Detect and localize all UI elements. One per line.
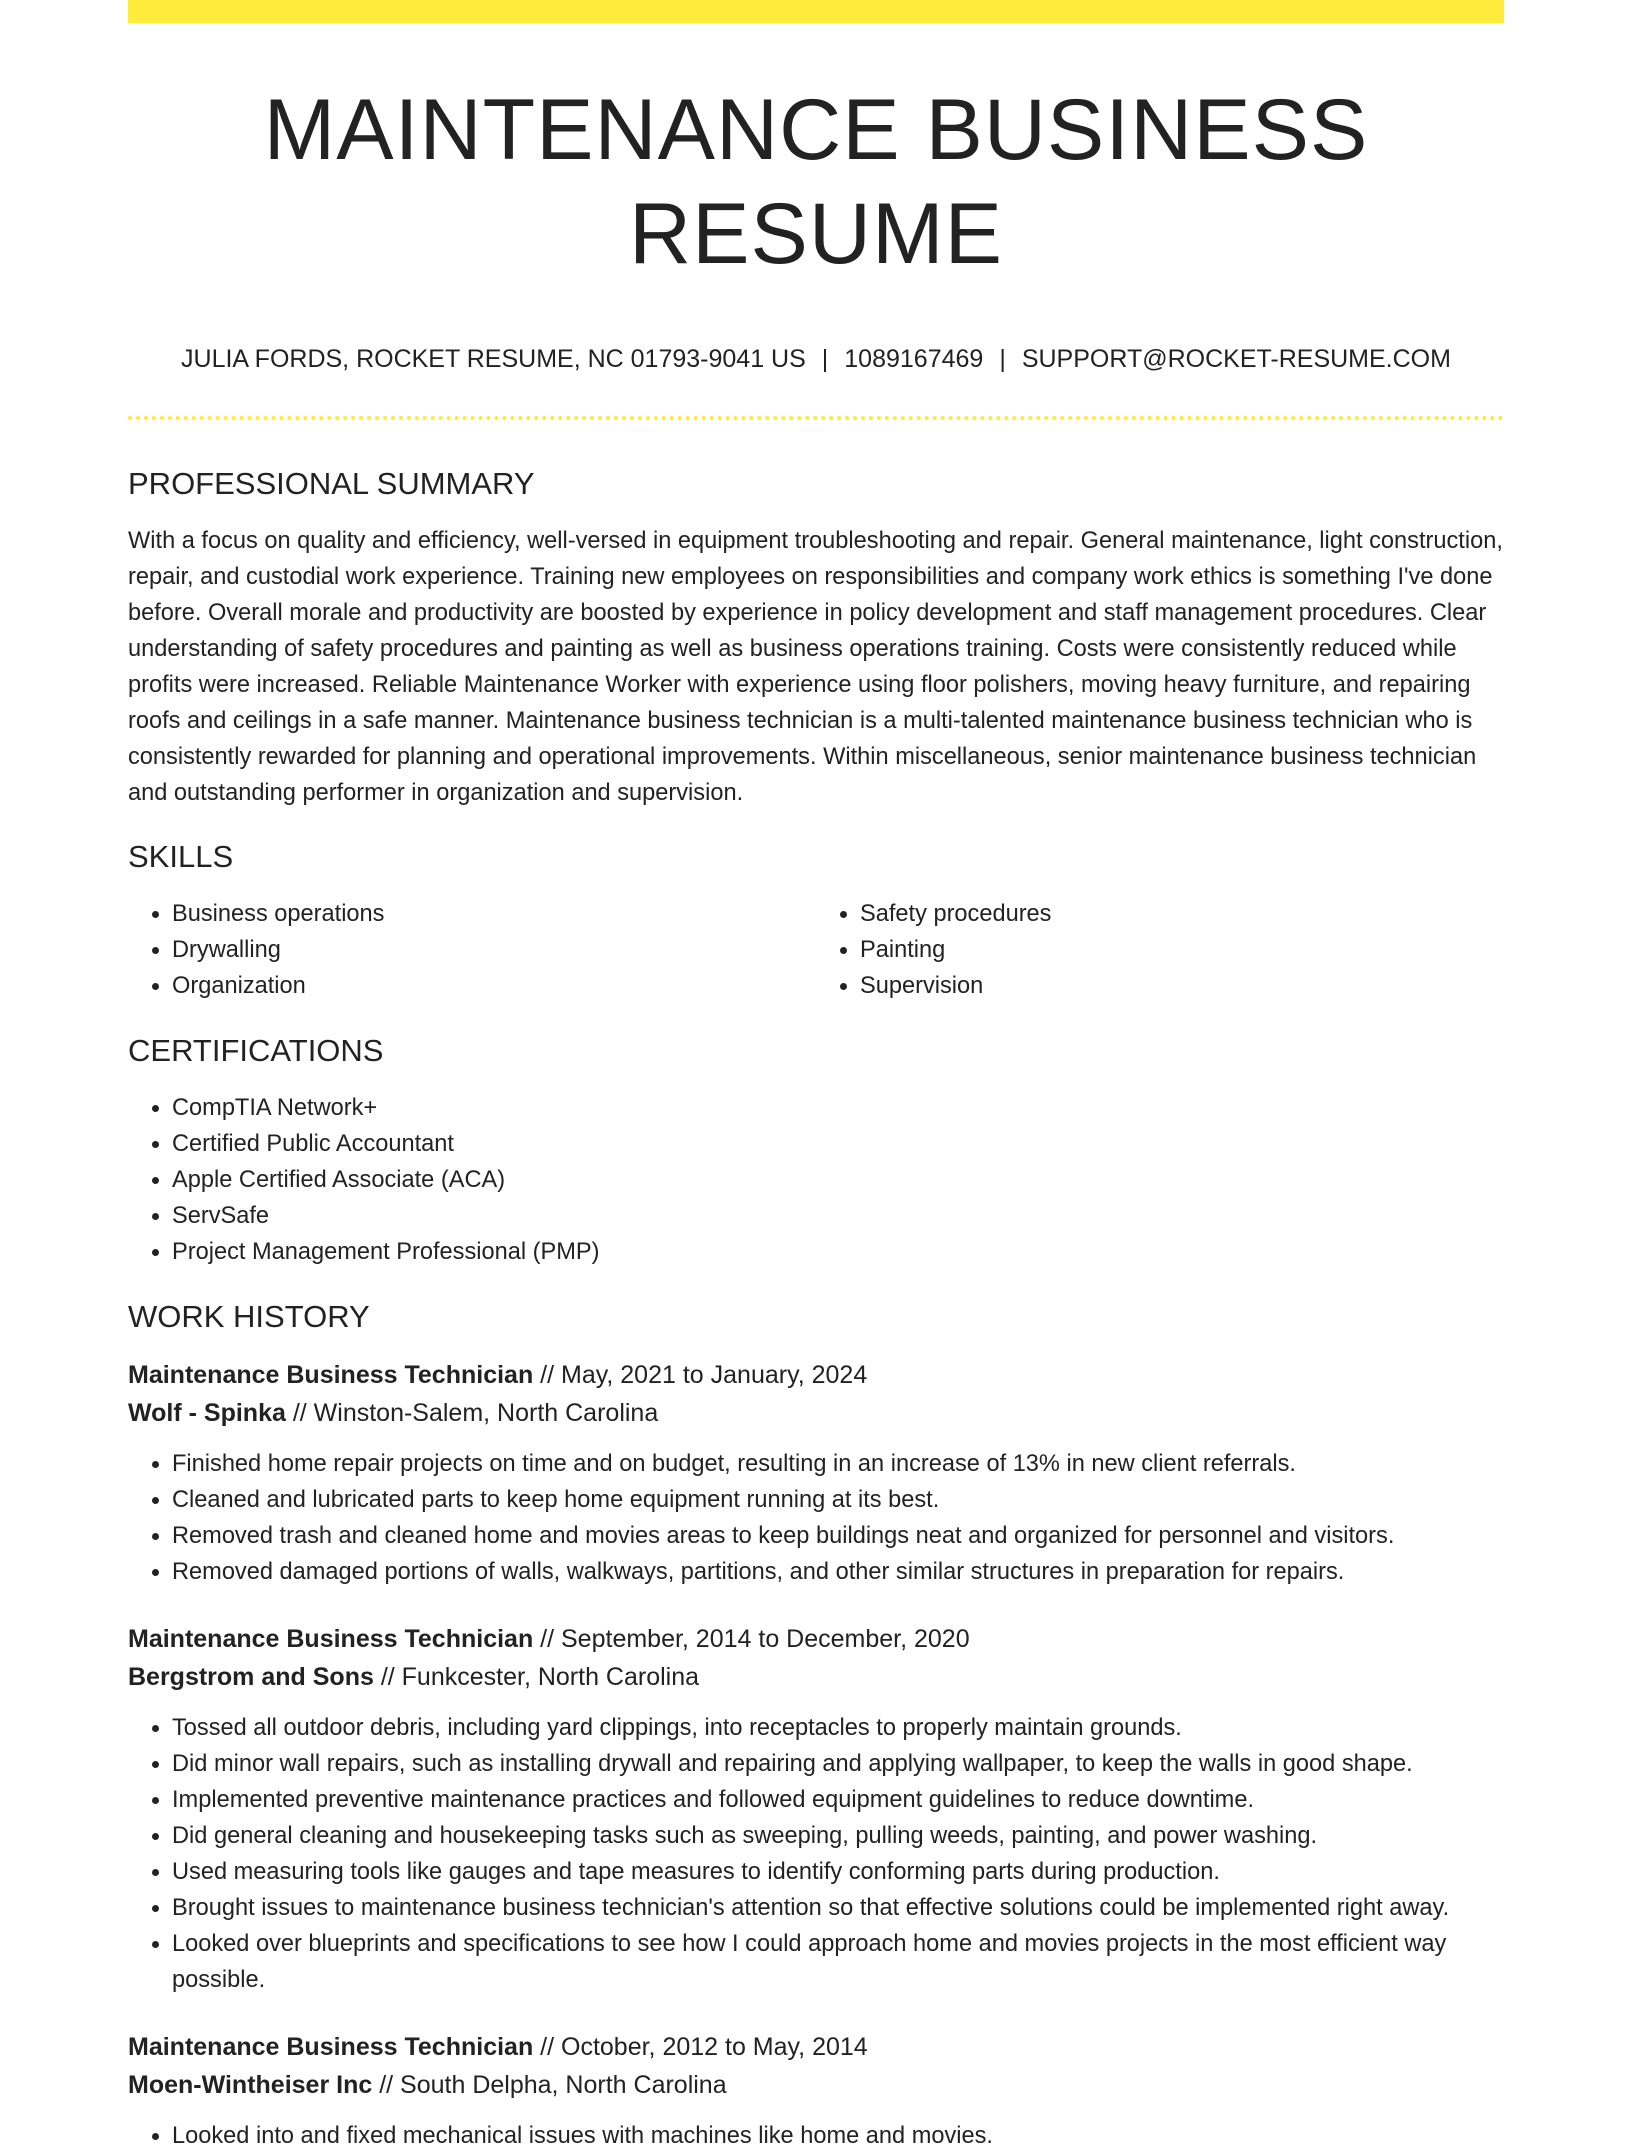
job-dates: // October, 2012 to May, 2014 — [540, 2033, 868, 2061]
job-bullet: • Cleaned and lubricated parts to keep home equipment running at its best. — [172, 1482, 1504, 1518]
skills-column-left — [128, 896, 816, 1004]
skill-item: • Organization — [172, 968, 816, 1004]
job-location: // Winston-Salem, North Carolina — [292, 1399, 659, 1427]
job-bullet: • Looked into and fixed mechanical issues with machines like home and movies. — [172, 2118, 1504, 2154]
job-bullets — [128, 2118, 1504, 2154]
certification-item: • Apple Certified Associate (ACA) — [172, 1162, 1504, 1198]
job-entry — [128, 1620, 1504, 1998]
skill-item: • Safety procedures — [860, 896, 1504, 932]
job-location: // South Delpha, North Carolina — [379, 2071, 727, 2099]
certifications-list — [128, 1090, 1504, 1270]
skills-column-right — [816, 896, 1504, 1004]
skill-item: • Drywalling — [172, 932, 816, 968]
job-company-line — [128, 2066, 1504, 2104]
contact-separator: | — [821, 345, 829, 373]
job-company: Bergstrom and Sons — [128, 1663, 374, 1691]
job-bullet: • Did minor wall repairs, such as installing drywall and repairing and applying wallpaper, to keep the walls in good shape. — [172, 1746, 1504, 1782]
job-company-line — [128, 1658, 1504, 1696]
job-title: Maintenance Business Technician — [128, 1625, 534, 1653]
skill-item: • Supervision — [860, 968, 1504, 1004]
certification-item: • Project Management Professional (PMP) — [172, 1234, 1504, 1270]
resume-content — [128, 0, 1504, 2154]
job-bullet: • Implemented preventive maintenance practices and followed equipment guidelines to reduce downtime. — [172, 1782, 1504, 1818]
job-bullet: • Removed damaged portions of walls, walkways, partitions, and other similar structures in preparation for repairs. — [172, 1554, 1504, 1590]
job-title-line — [128, 2028, 1504, 2066]
certification-item: • ServSafe — [172, 1198, 1504, 1234]
job-title: Maintenance Business Technician — [128, 1361, 534, 1389]
job-location: // Funkcester, North Carolina — [380, 1663, 700, 1691]
job-bullet: • Removed trash and cleaned home and movies areas to keep buildings neat and organized for personnel and visitors. — [172, 1518, 1504, 1554]
contact-address: JULIA FORDS, ROCKET RESUME, NC 01793-9041 US — [181, 345, 806, 373]
skills-list — [128, 896, 1504, 1004]
job-bullet: • Looked over blueprints and specifications to see how I could approach home and movies projects in the most efficient way possible. — [172, 1926, 1504, 1998]
job-dates: // September, 2014 to December, 2020 — [540, 1625, 970, 1653]
certification-item: • CompTIA Network+ — [172, 1090, 1504, 1126]
job-bullet: • Used measuring tools like gauges and tape measures to identify conforming parts during production. — [172, 1854, 1504, 1890]
job-title: Maintenance Business Technician — [128, 2033, 534, 2061]
skill-item: • Business operations — [172, 896, 816, 932]
job-entry — [128, 2028, 1504, 2154]
contact-separator: | — [999, 345, 1006, 373]
contact-phone: 1089167469 — [844, 345, 984, 373]
job-bullet: • Brought issues to maintenance business technician's attention so that effective solutions could be implemented right away. — [172, 1890, 1504, 1926]
job-entry — [128, 1356, 1504, 1590]
job-bullets — [128, 1710, 1504, 1998]
job-bullets — [128, 1446, 1504, 1590]
job-bullet: • Finished home repair projects on time and on budget, resulting in an increase of 13% in new client referrals. — [172, 1446, 1504, 1482]
summary-heading: PROFESSIONAL SUMMARY — [128, 466, 535, 501]
job-bullet: • Tossed all outdoor debris, including yard clippings, into receptacles to properly maintain grounds. — [172, 1710, 1504, 1746]
skills-heading: SKILLS — [128, 839, 234, 874]
resume-title: MAINTENANCE BUSINESS RESUME — [263, 82, 1369, 282]
job-dates: // May, 2021 to January, 2024 — [540, 1361, 868, 1389]
dotted-divider — [128, 416, 1504, 420]
skill-item: • Painting — [860, 932, 1504, 968]
job-company-line — [128, 1394, 1504, 1432]
job-company: Moen-Wintheiser Inc — [128, 2071, 373, 2099]
summary-text: With a focus on quality and efficiency, well-versed in equipment troubleshooting and repair. General maintenance, light construction, repair, and custodial work experience. Training new employees on responsibilities and company work ethics is something I've done before. Overall morale and productivity are boosted by experience in policy development and staff management procedures. Clear understanding of safety procedures and painting as well as business operations training. Costs were consistently reduced while profits were increased. Reliable Maintenance Worker with experience using floor polishers, moving heavy furniture, and repairing roofs and ceilings in a safe manner. Maintenance business technician is a multi-talented maintenance business technician who is consistently rewarded for planning and operational improvements. Within miscellaneous, senior maintenance business technician and outstanding performer in organization and supervision. — [128, 528, 1503, 806]
job-company: Wolf - Spinka — [128, 1399, 286, 1427]
job-bullet: • Did general cleaning and housekeeping tasks such as sweeping, pulling weeds, painting, and power washing. — [172, 1818, 1504, 1854]
contact-line — [128, 344, 1504, 374]
job-title-line — [128, 1356, 1504, 1394]
contact-email: SUPPORT@ROCKET-RESUME.COM — [1021, 345, 1451, 373]
certification-item: • Certified Public Accountant — [172, 1126, 1504, 1162]
job-title-line — [128, 1620, 1504, 1658]
certifications-heading: CERTIFICATIONS — [128, 1033, 384, 1068]
work-history-heading: WORK HISTORY — [128, 1299, 370, 1334]
